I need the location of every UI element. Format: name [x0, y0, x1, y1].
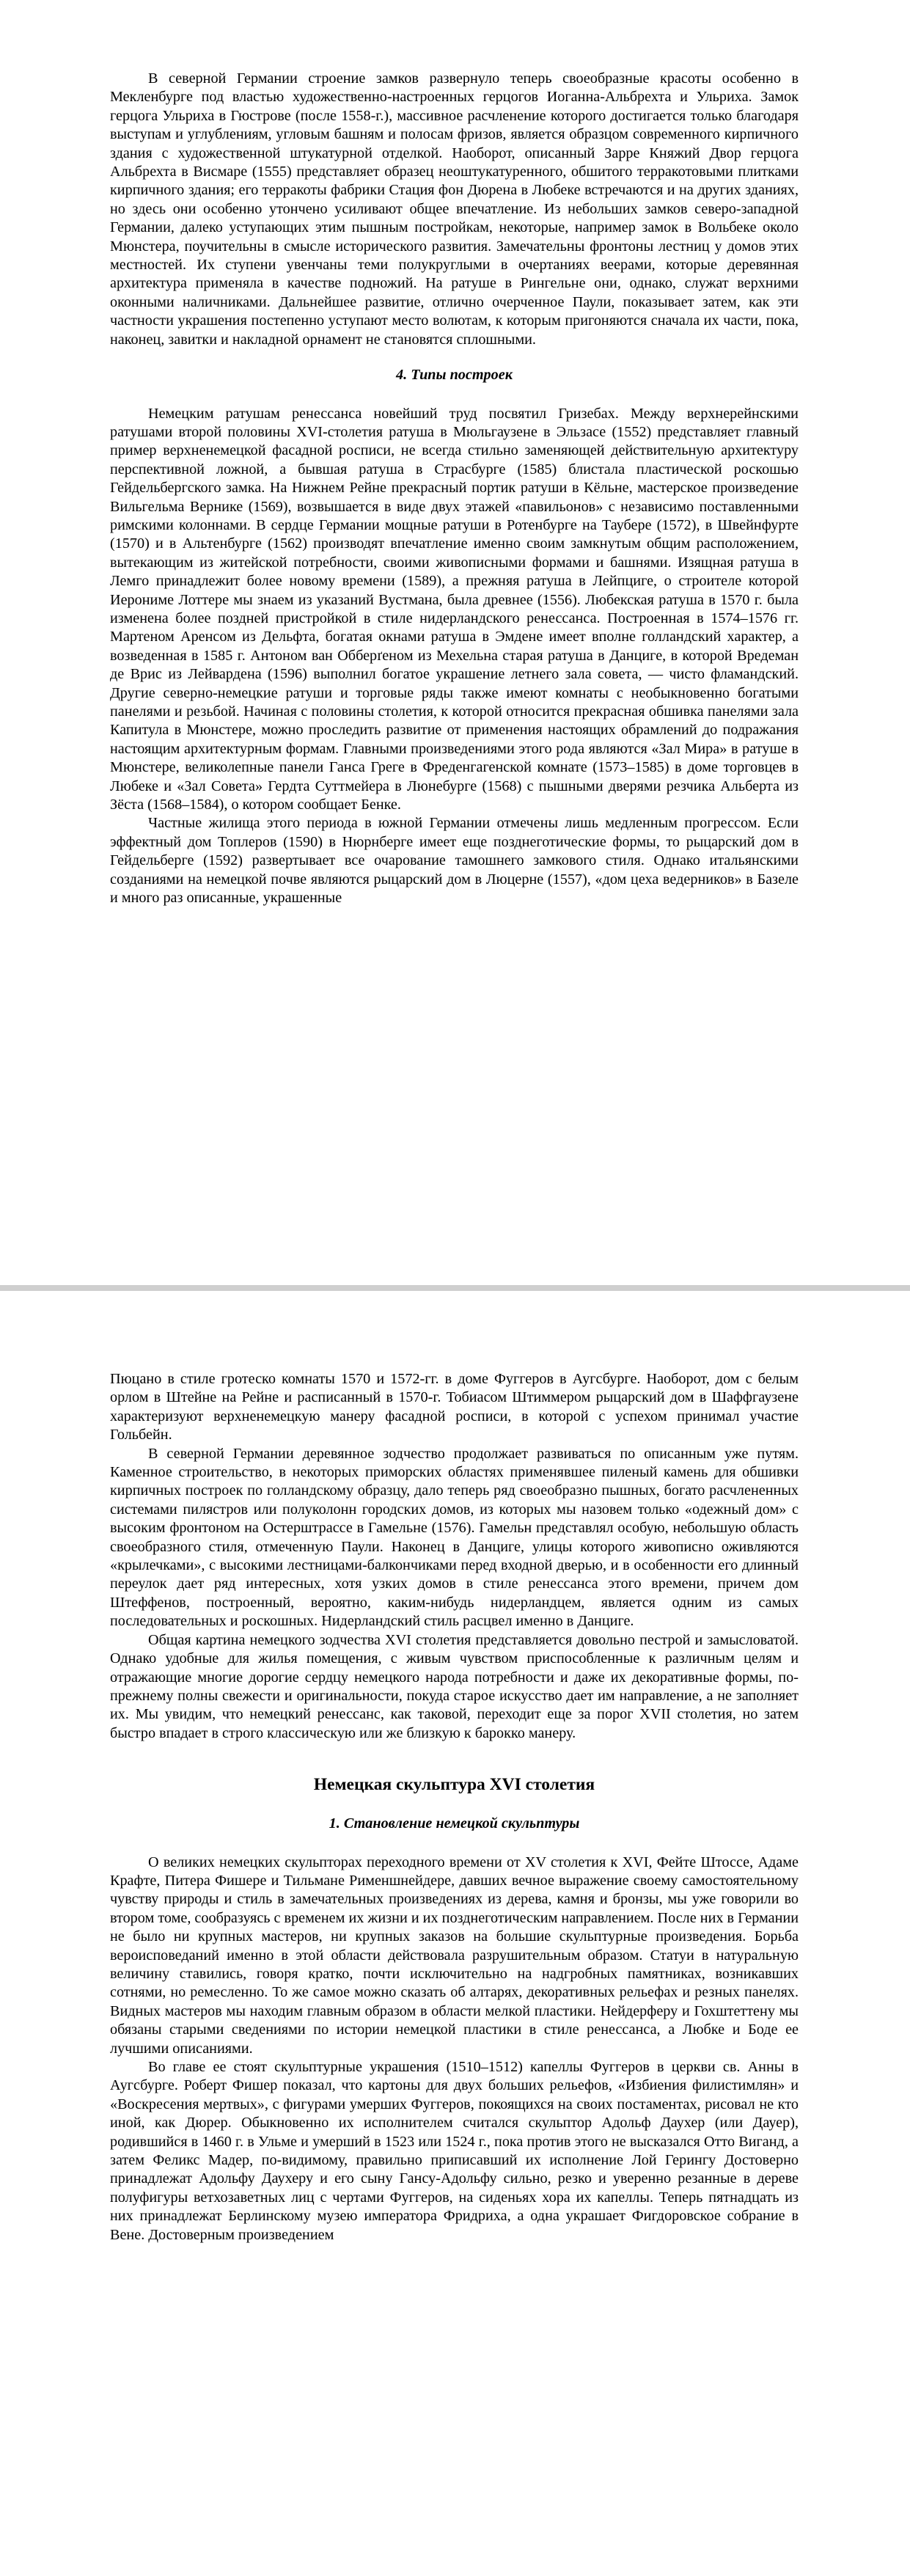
chapter-title: Немецкая скульптура XVI столетия — [313, 1775, 595, 1795]
document-page-1 — [0, 0, 910, 1285]
paragraph: Немецким ратушам ренессанса новейший труд посвятил Гризебах. Между верхнерейнскими ратушами второй половины XVI-столетия ратуша в Мюльгаузене в Эльзасе (1552) представляет главный пример верхненемецкой фасадной росписи, не всегда стильно заменяющей действительную архитектуру перспективной ложной, а бывшая ратуша в Страсбурге (1585) блистала пластической роскошью Гейдельбергского замка. На Нижнем Рейне прекрасный портик ратуши в Кёльне, мастерское произведение Вильгельма Вернике (1569), возвышается в виде двух этажей «павильонов» с независимо поставленными римскими колоннами. В сердце Германии мощные ратуши в Ротенбурге на Таубере (1572), в Швейнфурте (1570) и в Альтенбурге (1562) производят впечатление именно своим замкнутым общим расположением, вытекающим из житейской потребности, своими живописными формами и башнями. Изящная ратуша в Лемго принадлежит более новому времени (1589), а прежняя ратуша в Лейпциге, о строителе которой Иерониме Лоттере мы знаем из указаний Вустмана, была древнее (1556). Любекская ратуша в 1570 г. была изменена более поздней пристройкой в стиле нидерландского ренессанса. Построенная в 1574–1576 гг. Мартеном Аренсом из Дельфта, богатая окнами ратуша в Эмдене имеет вполне голландский характер, а возведенная в 1585 г. Антоном ван Обберґеном из Мехельна старая ратуша в Данциге, в которой Вредеман де Врис из Лейвардена (1596) выполнил богатое украшение летнего зала совета, — чисто фламандский. Другие северно-немецкие ратуши и торговые ряды также имеют комнаты с необыкновенно богатыми панелями и резьбой. Начиная с половины столетия, к которой относится прекрасная обшивка панелями зала Капитула в Мюнстере, можно проследить развитие от применения настоящих обрамлений до подражания настоящим архитектурным формам. Главными произведениями этого рода являются «Зал Мира» в ратуше в Мюнстере, великолепные панели Ганса Греге в Фреденгагенской комнате (1573–1585) в доме торговцев в Любеке и «Зал Совета» Гердта Суттмейера в Люнебурге (1568) с пышными дверями резчика Альберта из Зёста (1568–1584), о котором сообщает Бенке. — [110, 405, 799, 813]
paragraph: О великих немецких скульпторах переходного времени от XV столетия к XVI, Фейте Штоссе, Адаме Крафте, Питера Фишере и Тильмане Рименшнейдере, давших вечное выражение своему самостоятельному чувству природы и стиль в замечательных произведениях из дерева, камня и бронзы, мы уже говорили во втором томе, сообразуясь с временем их жизни и их позднеготическим направлением. После них в Германии не было ни крупных мастеров, ни крупных заказов на большие скульптурные произведения. Борьба вероисповеданий именно в этой области действовала разрушительным образом. Статуи в натуральную величину ставились, говоря кратко, почти исключительно на надгробных памятниках, возникавших сотнями, но ремесленно. То же самое можно сказать об алтарях, декоративных рельефах и резных панелях. Видных мастеров мы находим главным образом в области мелкой пластики. Нейдерферу и Гохштеттену мы обязаны старыми сведениями по истории немецкой пластики в стиле ренессанса, а Любке и Боде ее лучшими описаниями. — [110, 1854, 799, 2057]
page-separator — [0, 1285, 910, 1291]
paragraph: Во главе ее стоят скульптурные украшения (1510–1512) капеллы Фуггеров в церкви св. Анны в Аугсбурге. Роберт Фишер показал, что картоны для двух больших рельефов, «Избиения филистимлян» и «Воскресения мертвых», с фигурами умерших Фуггеров, покоящихся на своих постаментах, рисовал не кто иной, как Дюрер. Обыкновенно их исполнителем считался скульптор Адольф Даухер (или Дауер), родившийся в 1460 г. в Ульме и умерший в 1523 или 1524 г., пока против этого не высказался Отто Виганд, а затем Феликс Мадер, по-видимому, правильно приписавший их исполнение Лой Герингу Достоверно принадлежат Адольфу Даухеру и его сыну Гансу-Адольфу сильно, резко и уверенно резанные в дереве полуфигуры ветхозаветных лиц с чертами Фуггеров, на сиденьях хора их капеллы. Теперь пятнадцать из них принадлежат Берлинскому музею императора Фридриха, а одна украшает Фигдоровское собрание в Вене. Достоверным произведением — [110, 2059, 799, 2243]
document-page-2 — [0, 1291, 910, 2576]
section-title: 1. Становление немецкой скульптуры — [329, 1815, 580, 1832]
paragraph-continued: Пюцано в стиле гротеско комнаты 1570 и 1572-гг. в доме Фуггеров в Аугсбурге. Наоборот, дом с белым орлом в Штейне на Рейне и расписанный в 1570-г. Тобиасом Штиммером рыцарский дом в Шаффгаузене характеризуют верхненемецкую манеру фасадной росписи, в которой с успехом принимал участие Гольбейн. — [110, 1371, 799, 1443]
paragraph: В северной Германии строение замков развернуло теперь своеобразные красоты особенно в Мекленбурге под властью художественно-настроенных герцогов Иоганна-Альбрехта и Ульриха. Замок герцога Ульриха в Гюстрове (после 1558-г.), массивное расчленение которого достигается только благодаря выступам и углублениям, угловым башням и полосам фризов, является образцом современного кирпичного здания с художественной штукатурной отделкой. Наоборот, описанный Зарре Княжий Двор герцога Альбрехта в Висмаре (1555) представляет образец неоштукатуренного, обшитого терракотовыми плитками кирпичного здания; его терракоты фабрики Стация фон Дюрена в Любеке встречаются и на других зданиях, но здесь они особенно утончено усиливают общее впечатление. Из небольших замков северо-западной Германии, далеко уступающих этим пышным постройкам, некоторые, например замок в Вольбеке около Мюнстера, поучительны в смысле исторического развития. Замечательны фронтоны лестниц у домов этих местностей. Их ступени увенчаны теми полукруглыми в очертаниях веерами, которые деревянная архитектура применяла в качестве подножий. На ратуше в Рингельне они, однако, служат верхними оконными наличниками. Дальнейшее развитие, отлично очерченное Паули, показывает затем, как эти частности украшения постепенно уступают место волютам, к которым пригоняются сначала их части, пока, наконец, завитки и накладной орнамент не становятся сплошными. — [110, 70, 799, 348]
paragraph: Частные жилища этого периода в южной Германии отмечены лишь медленным прогрессом. Если эффектный дом Топлеров (1590) в Нюрнберге имеет еще позднеготические формы, то рыцарский дом в Гейдельберге (1592) развертывает все очарование тамошнего замкового стиля. Однако итальянскими созданиями на немецкой почве являются рыцарский дом в Люцерне (1557), «дом цеха ведерников» в Базеле и много раз описанные, украшенные — [110, 815, 799, 907]
paragraph: Общая картина немецкого зодчества XVI столетия представляется довольно пестрой и замысловатой. Однако удобные для жилья помещения, с живым чувством приспособленные к различным целям и отражающие многие дорогие сердцу немецкого народа потребности и даже их декоративные формы, по-прежнему полны свежести и оригинальности, покуда старое искусство дает им направление, а не заполняет их. Мы увидим, что немецкий ренессанс, как таковой, переходит еще за порог XVII столетия, но затем быстро впадает в строго классическую или же близкую к барокко манеру. — [110, 1631, 799, 1741]
section-title: 4. Типы построек — [396, 367, 513, 384]
paragraph: В северной Германии деревянное зодчество продолжает развиваться по описанным уже путям. Каменное строительство, в некоторых приморских областях применявшее пиленый камень для обшивки кирпичных построек по голландскому образцу, дало теперь ряд своеобразно пышных, богато расчлененных системами пилястров или полуколонн городских домов, из которых мы назовем только «одежный дом» с высоким фронтоном на Остерштрассе в Гамельне (1576). Гамельн представлял особую, небольшую область своеобразного стиля, отмеченную Паули. Наконец в Данциге, улицы которого живописно оживляются «крылечками», с высокими лестницами-балкончиками перед входной дверью, и в особенности его длинный переулок дает ряд интересных, хотя узких домов в стиле ренессанса этого времени, причем дом Штеффенов, построенный, вероятно, каким-нибудь нидерландцем, является одним из самых последовательных и роскошных. Нидерландский стиль расцвел именно в Данциге. — [110, 1445, 799, 1630]
